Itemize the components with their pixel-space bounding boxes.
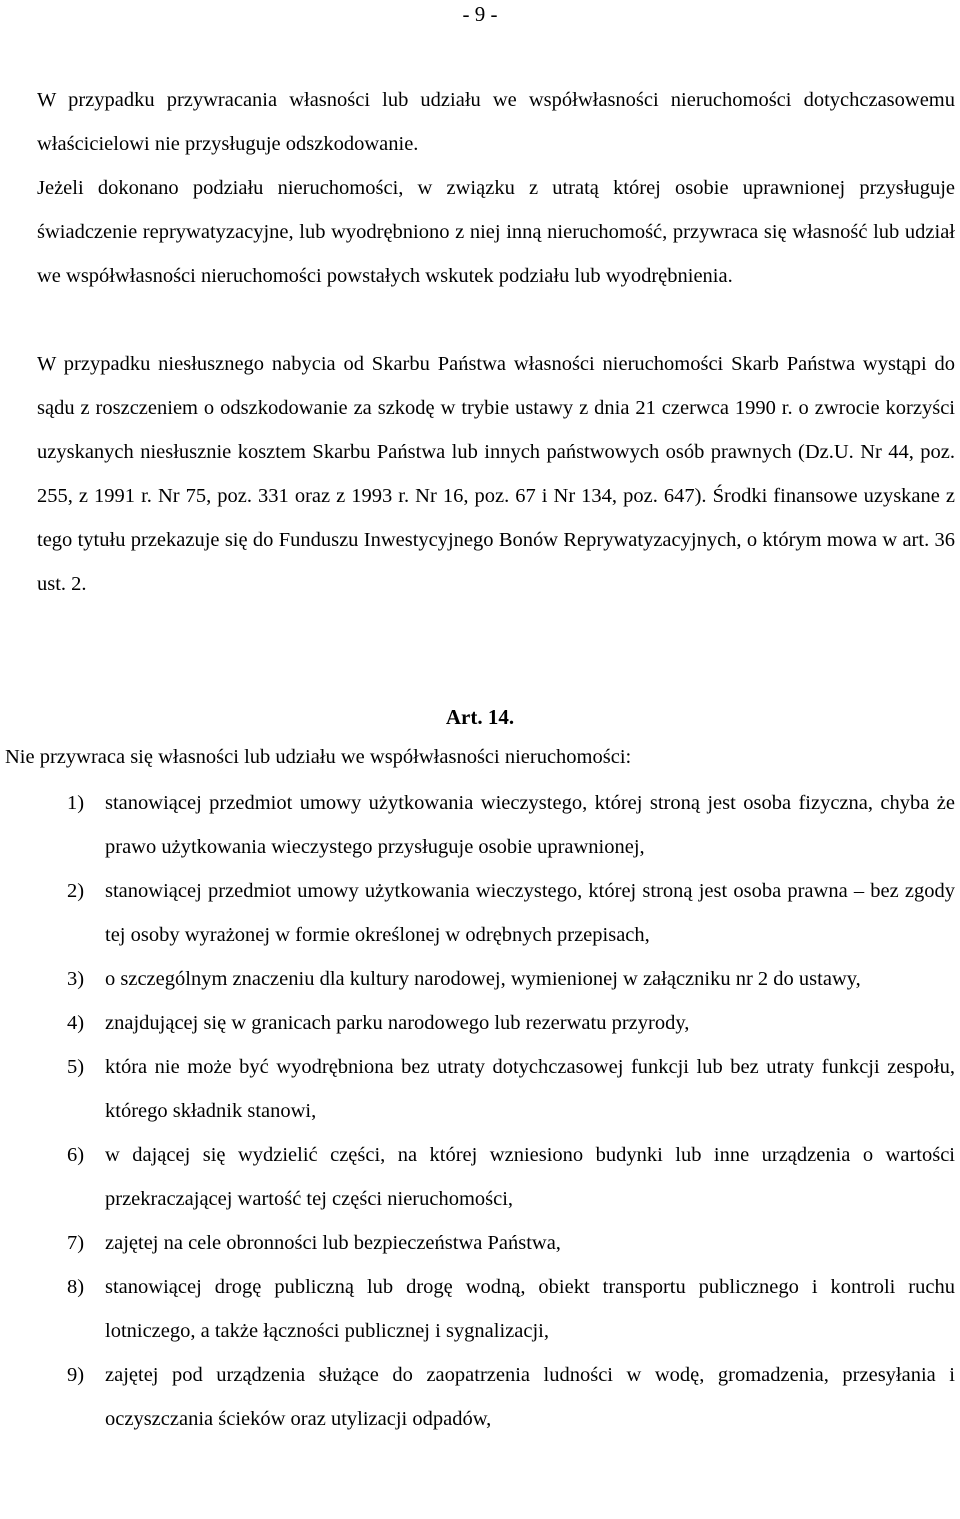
list-item-number: 7)	[67, 1232, 85, 1254]
list-item	[67, 1221, 955, 1265]
paragraph-text: W przypadku przywracania własności lub udziału we współwłasności nieruchomości dotychczasowemu właścicielowi nie przysługuje odszkodowanie.	[37, 89, 955, 155]
paragraph-number	[11, 166, 37, 210]
list-item-text: stanowiącej drogę publiczną lub drogę wodną, obiekt transportu publicznego i kontroli ruchu lotniczego, a także łączności publicznej i sygnalizacji,	[105, 1276, 955, 1342]
list-item	[67, 781, 955, 869]
list-item	[67, 957, 955, 1001]
list-item-number: 2)	[67, 880, 85, 902]
paragraph-3	[11, 78, 955, 166]
list-item	[67, 1045, 955, 1133]
list-item-text: która nie może być wyodrębniona bez utraty dotychczasowej funkcji lub bez utraty funkcji zespołu, którego składnik stanowi,	[105, 1056, 955, 1122]
list-item	[67, 1265, 955, 1353]
list-item	[67, 1133, 955, 1221]
list-item-number: 1)	[67, 792, 85, 814]
paragraph-5	[11, 342, 955, 606]
list-item-number: 4)	[67, 1012, 85, 1034]
list-item	[67, 1353, 955, 1441]
list-item-number: 8)	[67, 1276, 85, 1298]
page-number: - 9 -	[462, 2, 498, 26]
list-item-number: 5)	[67, 1056, 85, 1078]
paragraph-4	[11, 166, 955, 298]
paragraph-text: Jeżeli dokonano podziału nieruchomości, w związku z utratą której osobie uprawnionej przysługuje świadczenie reprywatyzacyjne, lub wyodrębniono z niej inną nieruchomość, przywraca się własność lub udział we współwłasności nieruchomości powstałych wskutek podziału lub wyodrębnienia.	[37, 177, 955, 287]
list-item-text: w dającej się wydzielić części, na której wzniesiono budynki lub inne urządzenia o wartości przekraczającej wartość tej części nieruchomości,	[105, 1144, 955, 1210]
list-item-number: 6)	[67, 1144, 85, 1166]
exclusion-list	[67, 781, 955, 1441]
list-item-number: 3)	[67, 968, 85, 990]
list-item-number: 9)	[67, 1364, 85, 1386]
list-item	[67, 1001, 955, 1045]
list-item-text: znajdującej się w granicach parku narodowego lub rezerwatu przyrody,	[105, 1012, 690, 1034]
paragraph-number	[11, 78, 37, 122]
list-item-text: zajętej na cele obronności lub bezpieczeństwa Państwa,	[105, 1232, 561, 1254]
list-item-text: stanowiącej przedmiot umowy użytkowania wieczystego, której stroną jest osoba prawna – bez zgody tej osoby wyrażonej w formie określonej w odrębnych przepisach,	[105, 880, 955, 946]
article-intro: Nie przywraca się własności lub udziału we współwłasności nieruchomości:	[5, 746, 632, 768]
paragraph-number	[11, 342, 37, 386]
list-item-text: zajętej pod urządzenia służące do zaopatrzenia ludności w wodę, gromadzenia, przesyłania i oczyszczania ścieków oraz utylizacji odpadów,	[105, 1364, 955, 1430]
article-title: Art. 14.	[445, 705, 515, 729]
list-item-text: stanowiącej przedmiot umowy użytkowania wieczystego, której stroną jest osoba fizyczna, chyba że prawo użytkowania wieczystego przysługuje osobie uprawnionej,	[105, 792, 955, 858]
list-item	[67, 869, 955, 957]
list-item-text: o szczególnym znaczeniu dla kultury narodowej, wymienionej w załączniku nr 2 do ustawy,	[105, 968, 861, 990]
paragraph-text: W przypadku niesłusznego nabycia od Skarbu Państwa własności nieruchomości Skarb Państwa wystąpi do sądu z roszczeniem o odszkodowanie za szkodę w trybie ustawy z dnia 21 czerwca 1990 r. o zwrocie korzyści uzyskanych niesłusznie kosztem Skarbu Państwa lub innych państwowych osób prawnych (Dz.U. Nr 44, poz. 255, z 1991 r. Nr 75, poz. 331 oraz z 1993 r. Nr 16, poz. 67 i Nr 134, poz. 647). Środki finansowe uzyskane z tego tytułu przekazuje się do Funduszu Inwestycyjnego Bonów Reprywatyzacyjnych, o którym mowa w art. 36 ust. 2.	[37, 353, 955, 595]
